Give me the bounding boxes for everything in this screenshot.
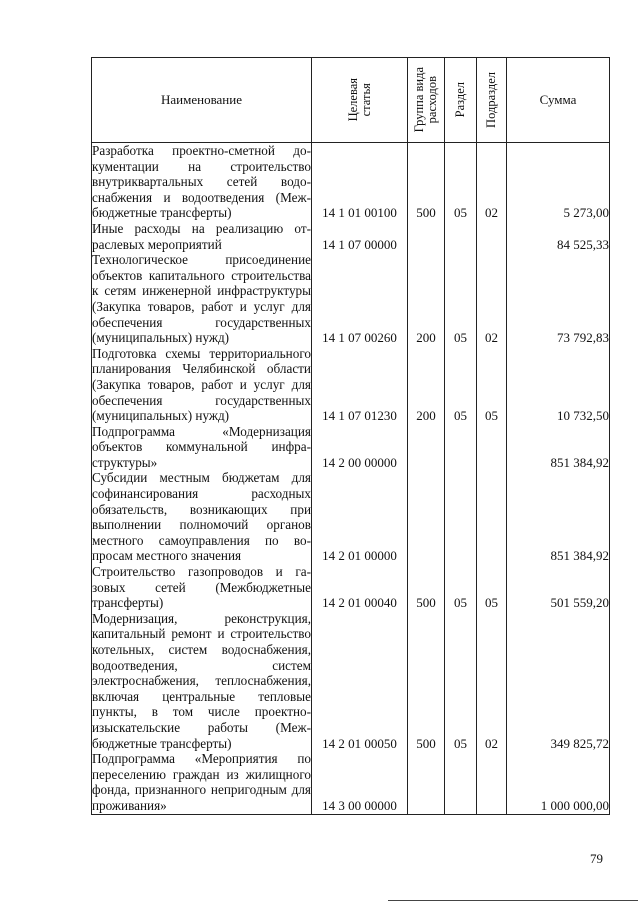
row-expense-group: 500 [408,143,445,221]
footer-divider [388,900,638,901]
table-row [92,564,610,611]
row-expense-group: 500 [408,564,445,611]
row-subsection: 05 [477,564,507,611]
table-row [92,751,610,814]
header-target-article-label: Целевая статья [345,78,373,122]
row-amount: 501 559,20 [507,564,610,611]
row-section: 05 [445,564,477,611]
row-subsection [477,221,507,252]
row-section [445,751,477,814]
table-header [92,58,610,143]
row-target-article: 14 2 01 00000 [312,470,408,564]
row-amount: 84 525,33 [507,221,610,252]
row-section [445,470,477,564]
header-amount [507,58,610,143]
row-name: Технологическое присоединение объектов капитального строительства к сетям инженерной инфраструктуры (Закупка товаров, работ и услуг для обеспечения государственных (муниципальных) нужд) [92,252,311,346]
header-name [92,58,312,143]
row-subsection [477,470,507,564]
row-expense-group [408,470,445,564]
row-name: Строительство газопроводов и газовых сетей (Межбюджетные трансферты) [92,564,311,611]
row-target-article: 14 1 07 00260 [312,252,408,346]
row-expense-group [408,221,445,252]
table-row [92,346,610,424]
budget-table [91,57,610,815]
header-section-label: Раздел [453,82,467,118]
table-row [92,252,610,346]
row-amount: 349 825,72 [507,611,610,751]
header-expense-group-label: Группа вида расходов [412,67,439,133]
row-name: Разработка проектно-сметной документации на строительство внутриквартальных сетей водоснабжения и водоотведения (Межбюджетные трансферты) [92,143,311,221]
row-target-article: 14 2 01 00040 [312,564,408,611]
table-row [92,143,610,221]
row-amount: 1 000 000,00 [507,751,610,814]
row-expense-group: 500 [408,611,445,751]
row-target-article: 14 1 01 00100 [312,143,408,221]
row-target-article: 14 2 01 00050 [312,611,408,751]
header-subsection-label: Подраздел [484,72,498,128]
row-expense-group: 200 [408,346,445,424]
row-target-article: 14 3 00 00000 [312,751,408,814]
row-name: Подпрограмма «Модернизация объектов коммунальной инфраструктуры» [92,423,311,470]
row-subsection: 05 [477,346,507,424]
table-row [92,221,610,252]
row-section [445,424,477,471]
row-name: Иные расходы на реализацию отраслевых мероприятий [92,220,311,252]
row-subsection [477,751,507,814]
row-section [445,221,477,252]
header-expense-group [408,58,445,143]
row-amount: 851 384,92 [507,424,610,471]
row-name: Модернизация, реконструкция, капитальный ремонт и строительство котельных, систем водоснабжения, водоотведения, систем электроснабжения, теплоснабжения, включая центральные тепловые пункты, в том числе проектно-изыскательские работы (Межбюджетные трансферты) [92,610,311,751]
page-number: 79 [590,851,603,866]
header-target-article [312,58,408,143]
row-amount: 73 792,83 [507,252,610,346]
row-target-article: 14 1 07 00000 [312,221,408,252]
row-amount: 851 384,92 [507,470,610,564]
row-section: 05 [445,346,477,424]
row-subsection: 02 [477,611,507,751]
row-target-article: 14 1 07 01230 [312,346,408,424]
row-subsection: 02 [477,143,507,221]
row-expense-group [408,751,445,814]
row-name: Субсидии местным бюджетам для софинансирования расходных обязательств, возникающих при выполнении полномочий органов местного самоуправления по вопросам местного значения [92,470,311,564]
header-subsection [477,58,507,143]
row-name: Подготовка схемы территориального планирования Челябинской области (Закупка товаров, работ и услуг для обеспечения государственных (муниципальных) нужд) [92,345,311,424]
header-section [445,58,477,143]
header-amount-label: Сумма [539,92,577,107]
row-section: 05 [445,143,477,221]
row-target-article: 14 2 00 00000 [312,424,408,471]
row-section: 05 [445,611,477,751]
row-subsection [477,424,507,471]
row-subsection: 02 [477,252,507,346]
row-expense-group [408,424,445,471]
table-row [92,424,610,471]
row-expense-group: 200 [408,252,445,346]
row-name: Подпрограмма «Мероприятия по переселению граждан из жилищного фонда, признанного непригодным для проживания» [92,751,311,813]
table-row [92,611,610,751]
row-section: 05 [445,252,477,346]
row-amount: 10 732,50 [507,346,610,424]
header-name-label: Наименование [161,92,242,107]
table-row [92,470,610,564]
row-amount: 5 273,00 [507,143,610,221]
table-body [92,143,610,815]
